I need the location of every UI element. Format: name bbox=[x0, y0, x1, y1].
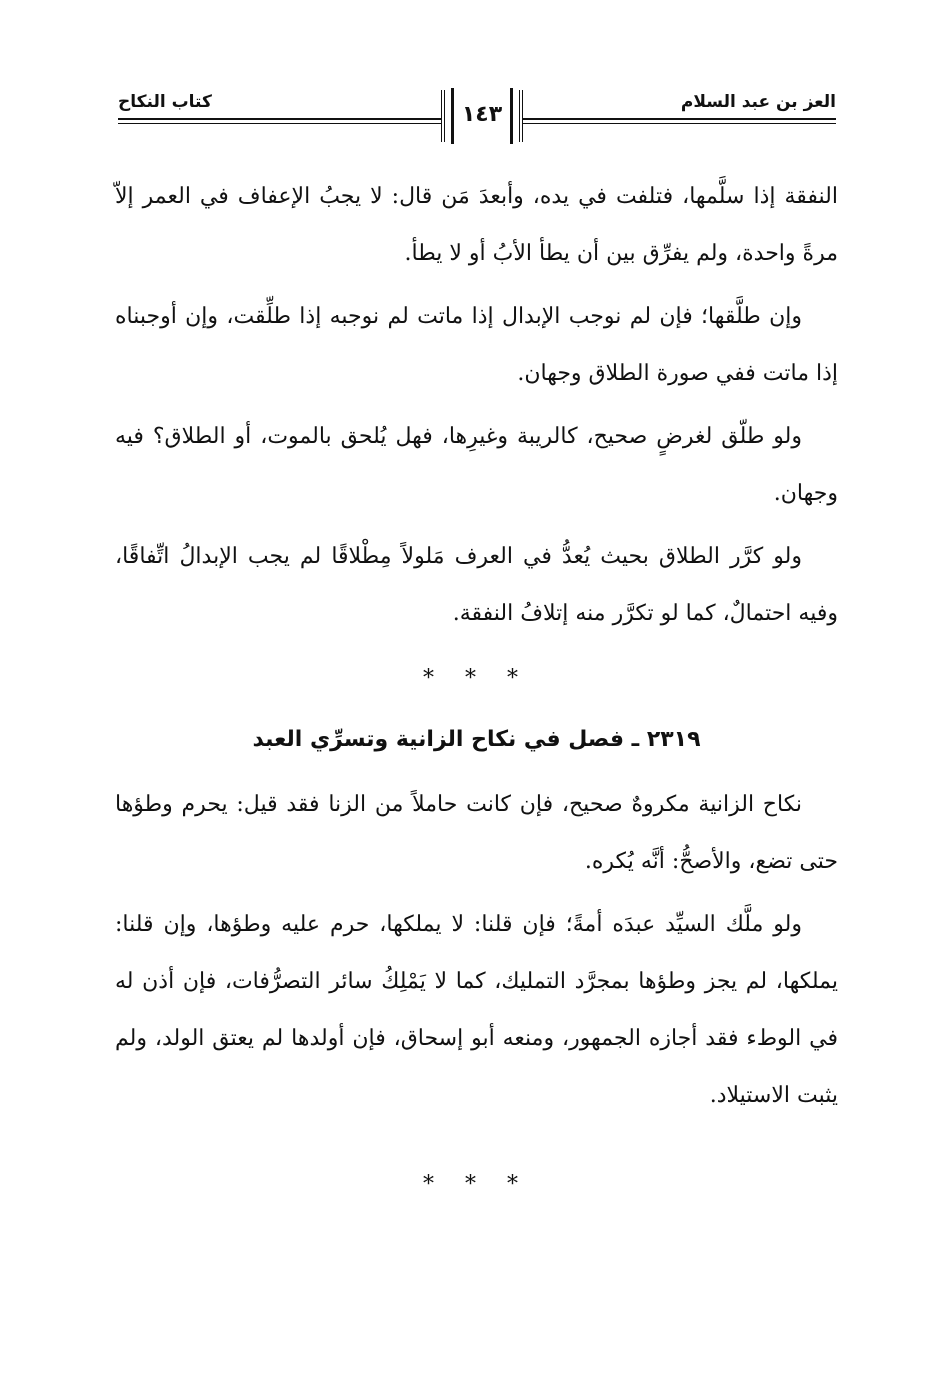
paragraph-1: النفقة إذا سلَّمها، فتلفت في يده، وأبعدَ مَن قال: لا يجبُ الإعفاف في العمر إلاّ مرةً واحدة، ولم يفرِّق بين أن يطأ الأبُ أو لا يطأ. bbox=[115, 184, 838, 266]
paragraph-5: نكاح الزانية مكروهٌ صحيح، فإن كانت حاملاً من الزنا فقد قيل: يحرم وطؤها حتى تضع، والأصحُّ: أنَّه يُكره. bbox=[115, 792, 838, 874]
section-separator: * * * bbox=[423, 666, 530, 691]
paragraph-6: ولو ملَّك السيِّد عبدَه أمةً؛ فإن قلنا: لا يملكها، حرم عليه وطؤها، وإن قلنا: يملكها، لم يجز وطؤها بمجرَّد التمليك، كما لا يَمْلِكُ سائر التصرُّفات، فإن أذن له في الوطء فقد أجازه الجمهور، ومنعه أبو إسحاق، فإن أولدها لم يعتق الولد، ولم يثبت الاستيلاد. bbox=[115, 912, 838, 1108]
page-number-frame bbox=[441, 90, 523, 142]
paragraph-2: وإن طلَّقها؛ فإن لم نوجب الإبدال إذا ماتت لم نوجبه إذا طلِّقت، وإن أوجبناه إذا ماتت ففي صورة الطلاق وجهان. bbox=[115, 304, 838, 386]
page-body bbox=[115, 168, 838, 1216]
page-header bbox=[118, 88, 836, 148]
paragraph-4: ولو كرَّر الطلاق بحيث يُعدُّ في العرف مَلولاً مِطْلاقًا لم يجب الإبدالُ اتِّفاقًا، وفيه احتمالٌ، كما لو تكرَّر منه إتلافُ النفقة. bbox=[115, 544, 838, 626]
author-name: العز بن عبد السلام bbox=[680, 92, 836, 112]
page-number: ١٤٣ bbox=[461, 102, 503, 127]
section-heading: ٢٣١٩ ـ فصل في نكاح الزانية وتسرِّي العبد bbox=[252, 727, 701, 752]
chapter-title: كتاب النكاح bbox=[118, 92, 212, 112]
end-separator: * * * bbox=[423, 1172, 530, 1197]
paragraph-3: ولو طلّق لغرضٍ صحيح، كالريبة وغيرِها، فهل يُلحق بالموت، أو الطلاق؟ فيه وجهان. bbox=[115, 424, 838, 506]
